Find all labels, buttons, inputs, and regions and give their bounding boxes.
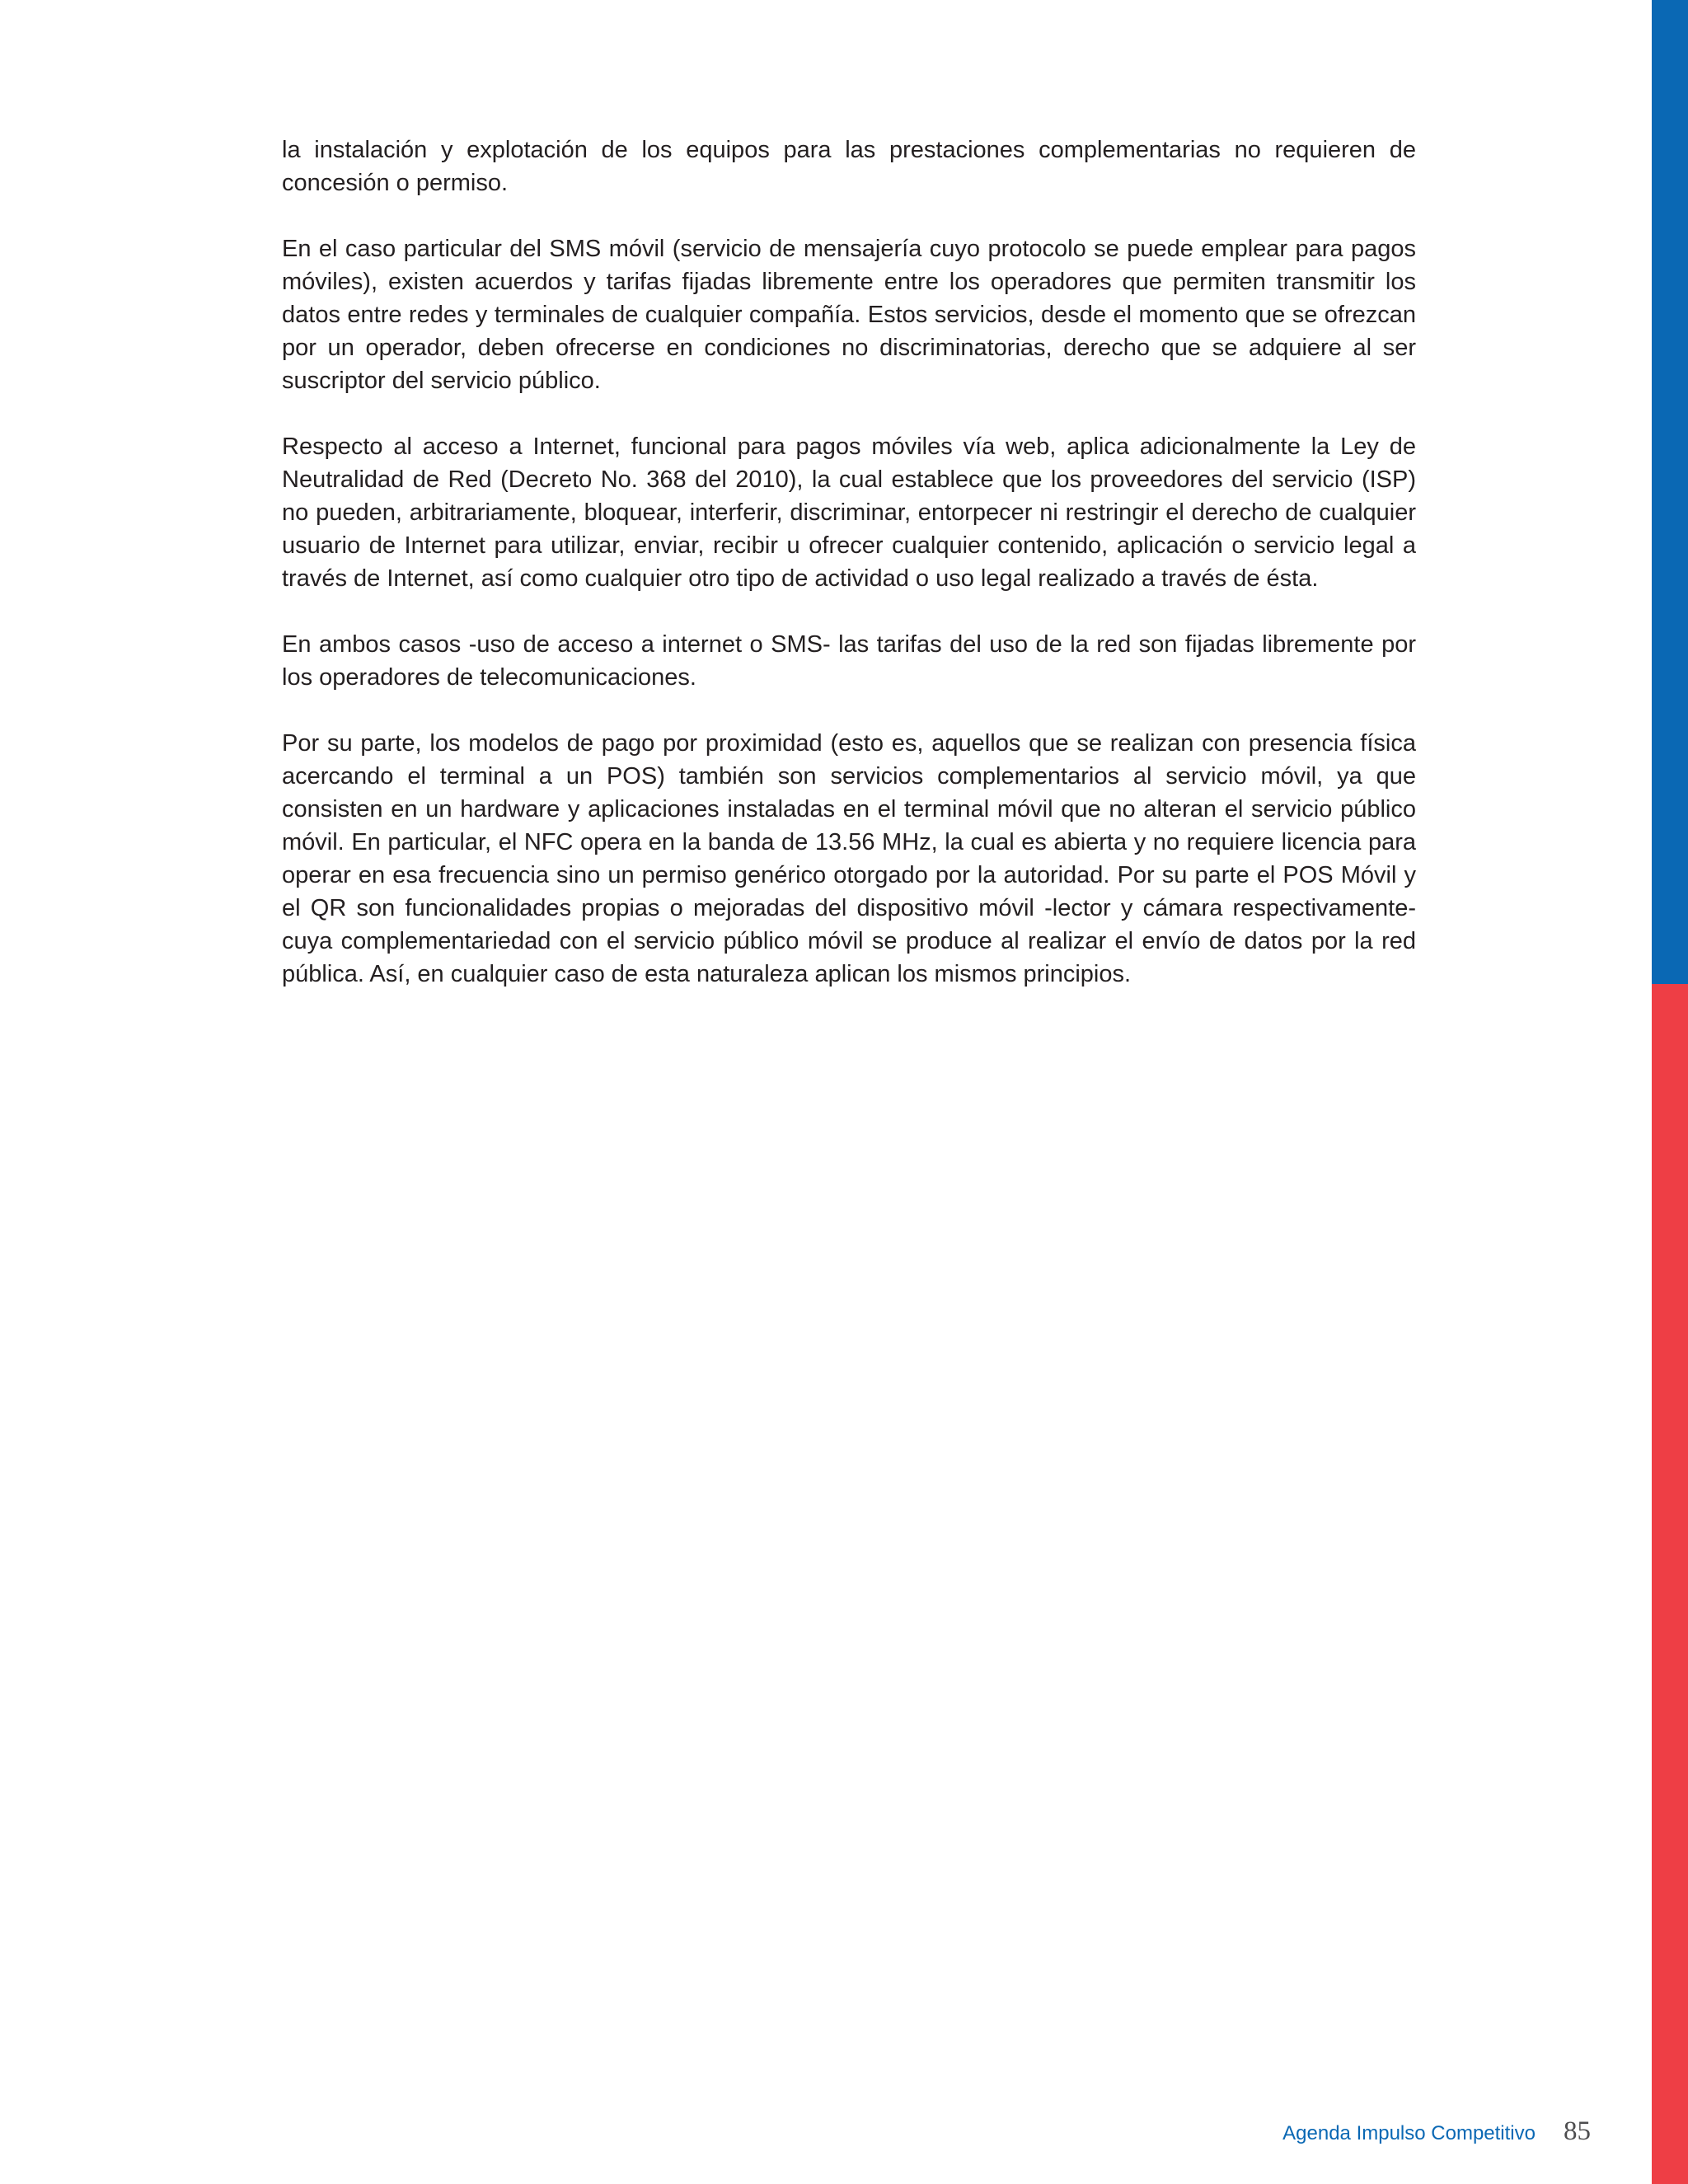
body-text [282,134,1416,1024]
page-number: 85 [1564,2116,1591,2146]
page-footer [1236,2116,1591,2149]
paragraph-4: En ambos casos -uso de acceso a internet o SMS- las tarifas del uso de la red son fijadas libremente por los operadores de telecomunicaciones. [282,631,1416,691]
paragraph-3: Respecto al acceso a Internet, funcional para pagos móviles vía web, aplica adicionalmente la Ley de Neutralidad de Red (Decreto No. 368 del 2010), la cual establece que los proveedores del servicio (ISP) no pueden, arbitrariamente, bloquear, interferir, discriminar, entorpecer ni restringir el derecho de cualquier usuario de Internet para utilizar, enviar, recibir u ofrecer cualquier contenido, aplicación o servicio legal a través de Internet, así como cualquier otro tipo de actividad o uso legal realizado a través de ésta. [282,434,1416,592]
paragraph-2: En el caso particular del SMS móvil (servicio de mensajería cuyo protocolo se puede emplear para pagos móviles), existen acuerdos y tarifas fijadas libremente entre los operadores que permiten transmitir los datos entre redes y terminales de cualquier compañía. Estos servicios, desde el momento que se ofrezcan por un operador, deben ofrecerse en condiciones no discriminatorias, derecho que se adquiere al ser suscriptor del servicio público. [282,236,1416,394]
side-stripe-red [1652,984,1688,2184]
footer-title: Agenda Impulso Competitivo [1282,2122,1536,2144]
paragraph-5: Por su parte, los modelos de pago por proximidad (esto es, aquellos que se realizan con presencia física acercando el terminal a un POS) también son servicios complementarios al servicio móvil, ya que consisten en un hardware y aplicaciones instaladas en el terminal móvil que no alteran el servicio público móvil. En particular, el NFC opera en la banda de 13.56 MHz, la cual es abierta y no requiere licencia para operar en esa frecuencia sino un permiso genérico otorgado por la autoridad. Por su parte el POS Móvil y el QR son funcionalidades propias o mejoradas del dispositivo móvil -lector y cámara respectivamente- cuya complementariedad con el servicio público móvil se produce al realizar el envío de datos por la red pública. Así, en cualquier caso de esta naturaleza aplican los mismos principios. [282,730,1416,987]
paragraph-1: la instalación y explotación de los equipos para las prestaciones complementarias no requieren de concesión o permiso. [282,137,1416,196]
side-stripe-blue [1652,0,1688,984]
